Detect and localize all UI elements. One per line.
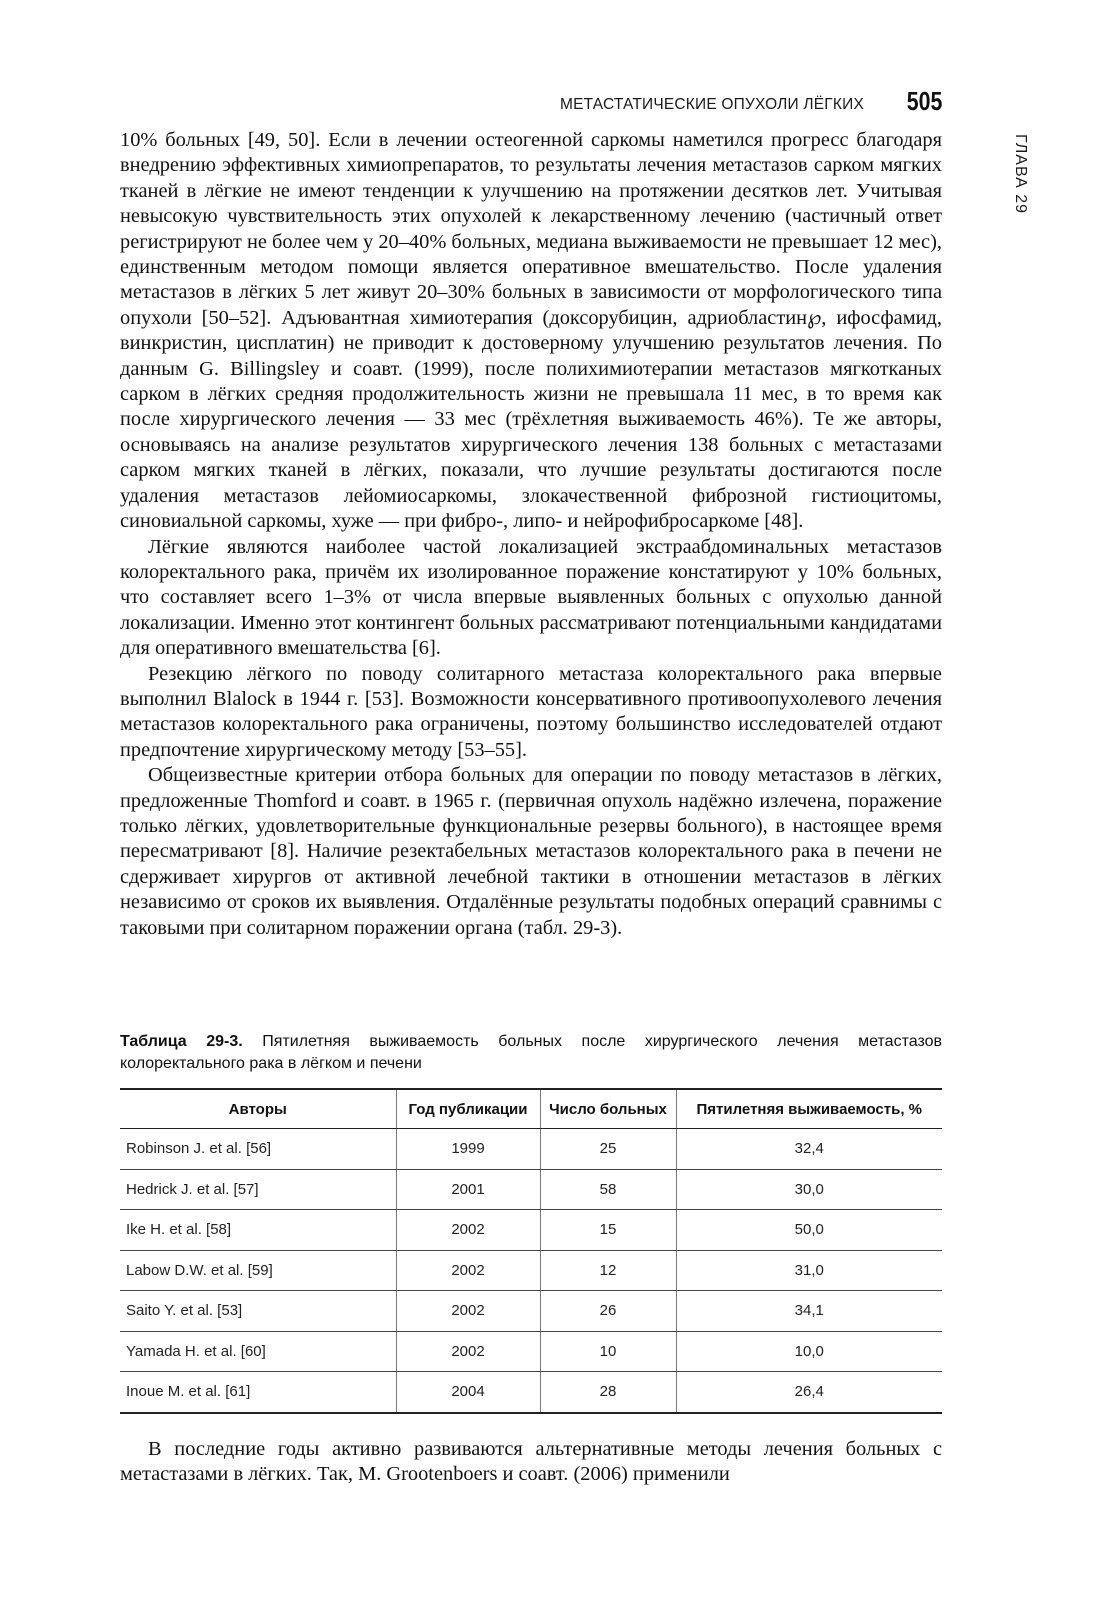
table-caption-label: Таблица 29-3. [120,1033,243,1050]
cell-author: Saito Y. et al. [53] [120,1291,396,1332]
header-authors: Авторы [120,1089,396,1129]
running-head [120,86,942,122]
cell-patients: 58 [540,1169,676,1210]
survival-table [120,1088,942,1414]
table-row [120,1250,942,1291]
cell-author: Yamada H. et al. [60] [120,1331,396,1372]
cell-author: Labow D.W. et al. [59] [120,1250,396,1291]
paragraph: Общеизвестные критерии отбора больных для операции по поводу метастазов в лёгких, предложенные Thomford и соавт. в 1965 г. (первичная опухоль надёжно излечена, поражение только лёгких, удовлетворительные функциональные резервы больного), в настоящее время пересматривают [8]. Наличие резектабельных метастазов колоректального рака в печени не сдерживает хирургов от активной лечебной тактики в отношении метастазов в лёгких независимо от сроков их выявления. Отдалённые результаты подобных операций сравнимы с таковыми при солитарном поражении органа (табл. 29-3). [120,764,942,939]
cell-survival: 34,1 [676,1291,942,1332]
cell-author: Ike H. et al. [58] [120,1210,396,1251]
cell-patients: 25 [540,1129,676,1170]
table-row [120,1169,942,1210]
cell-survival: 32,4 [676,1129,942,1170]
cell-year: 2002 [396,1250,540,1291]
cell-survival: 31,0 [676,1250,942,1291]
cell-author: Hedrick J. et al. [57] [120,1169,396,1210]
body-text [120,128,942,941]
cell-patients: 28 [540,1372,676,1413]
cell-patients: 12 [540,1250,676,1291]
table-caption [120,1031,942,1075]
table-row [120,1372,942,1413]
header-patients: Число больных [540,1089,676,1129]
after-table-text [120,1437,942,1488]
cell-year: 2002 [396,1331,540,1372]
cell-patients: 10 [540,1331,676,1372]
cell-author: Inoue M. et al. [61] [120,1372,396,1413]
cell-survival: 50,0 [676,1210,942,1251]
cell-year: 1999 [396,1129,540,1170]
cell-author: Robinson J. et al. [56] [120,1129,396,1170]
cell-year: 2004 [396,1372,540,1413]
cell-year: 2001 [396,1169,540,1210]
running-head-title: МЕТАСТАТИЧЕСКИЕ ОПУХОЛИ ЛЁГКИХ [559,96,864,113]
paragraph: Лёгкие являются наиболее частой локализацией экстраабдоминальных метастазов колоректального рака, причём их изолированное поражение констатируют у 10% больных, что составляет всего 1–3% от числа впервые выявленных больных с опухолью данной локализации. Именно этот контингент больных рассматривают потенциальными кандидатами для оперативного вмешательства [6]. [120,535,942,660]
chapter-side-tab: ГЛАВА 29 [1012,134,1029,214]
table-row [120,1331,942,1372]
table-header-row [120,1089,942,1129]
table-row [120,1210,942,1251]
page-number: 505 [906,86,942,116]
cell-patients: 15 [540,1210,676,1251]
header-year: Год публикации [396,1089,540,1129]
paragraph: Резекцию лёгкого по поводу солитарного метастаза колоректального рака впервые выполнил Blalock в 1944 г. [53]. Возможности консервативного противоопухолевого лечения метастазов колоректального рака ограничены, поэтому большинство исследователей отдают предпочтение хирургическому методу [53–55]. [120,662,942,761]
table-row [120,1291,942,1332]
cell-patients: 26 [540,1291,676,1332]
table-row [120,1129,942,1170]
cell-survival: 26,4 [676,1372,942,1413]
cell-year: 2002 [396,1291,540,1332]
paragraph: В последние годы активно развиваются альтернативные методы лечения больных с метастазами в лёгких. Так, M. Grootenboers и соавт. (2006) применили [120,1438,942,1486]
cell-survival: 30,0 [676,1169,942,1210]
table-caption-text: Пятилетняя выживаемость больных после хирургического лечения метастазов колоректального рака в лёгком и печени [120,1033,942,1072]
paragraph: 10% больных [49, 50]. Если в лечении остеогенной саркомы наметился прогресс благодаря внедрению эффективных химиопрепаратов, то результаты лечения метастазов сарком мягких тканей в лёгкие не имеют тенденции к улучшению на протяжении десятков лет. Учитывая невысокую чувствительность этих опухолей к лекарственному лечению (частичный ответ регистрируют не более чем у 20–40% больных, медиана выживаемости не превышает 12 мес), единственным методом помощи является оперативное вмешательство. После удаления метастазов в лёгких 5 лет живут 20–30% больных в зависимости от морфологического типа опухоли [50–52]. Адъювантная химиотерапия (доксорубицин, адриобластин℘, ифосфамид, винкристин, цисплатин) не приводит к достоверному улучшению результатов лечения. По данным G. Billingsley и соавт. (1999), после полихимиотерапии метастазов мягкотканых сарком в лёгких средняя продолжительность жизни не превышала 11 мес, в то время как после хирургического лечения — 33 мес (трёхлетняя выживаемость 46%). Те же авторы, основываясь на анализе результатов хирургического лечения 138 больных с метастазами сарком мягких тканей в лёгких, показали, что лучшие результаты достигаются после удаления метастазов лейомиосаркомы, злокачественной фиброзной гистиоцитомы, синовиальной саркомы, хуже — при фибро-, липо- и нейрофибросаркоме [48]. [120,129,942,533]
header-survival: Пятилетняя выживаемость, % [676,1089,942,1129]
cell-year: 2002 [396,1210,540,1251]
cell-survival: 10,0 [676,1331,942,1372]
